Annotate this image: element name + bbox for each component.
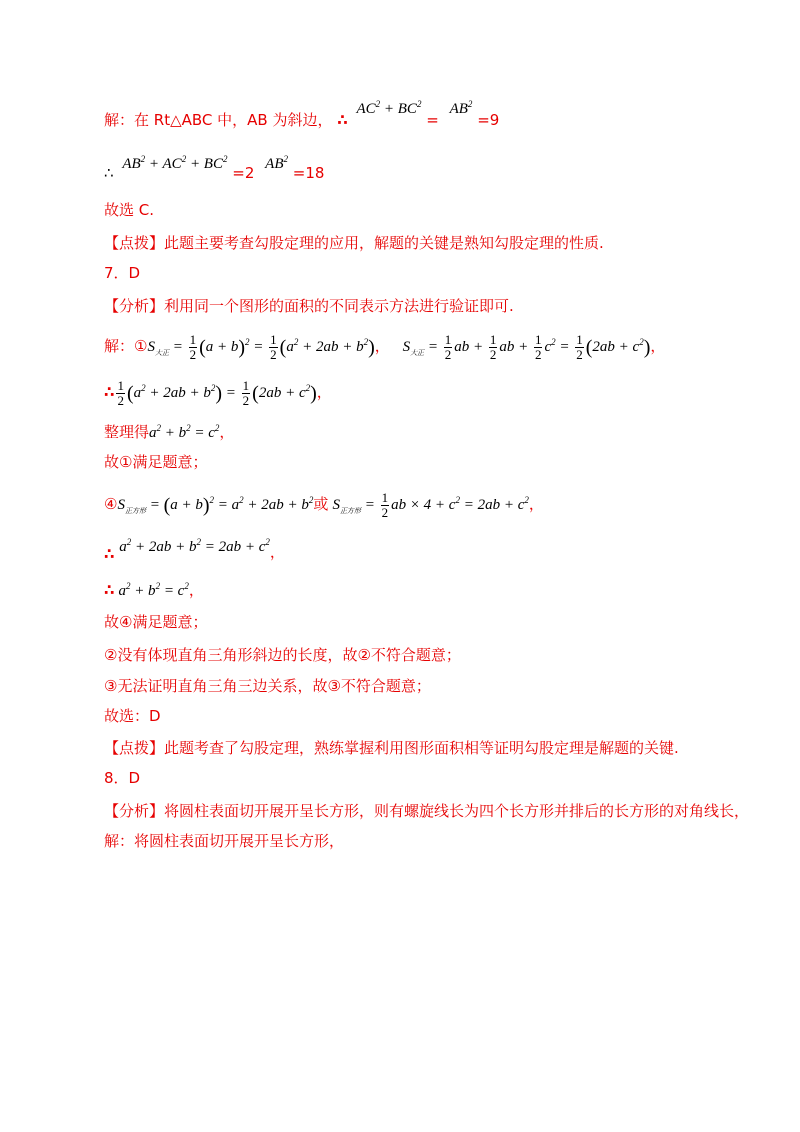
formula-ab2: $AB^2$ (449, 99, 473, 117)
value-18: =18 (292, 164, 325, 182)
conclusion-4: 故④满足题意； (104, 613, 208, 631)
therefore-symbol: ∴ (104, 164, 114, 182)
option-4-prefix: ④ (104, 495, 118, 513)
conclusion-3: ③无法证明直角三角三边关系，故③不符合题意； (104, 677, 431, 695)
question-7-header: 7．D (104, 264, 141, 282)
formula-ab2: $AB^2$ (265, 154, 288, 172)
formula-square-area-2: $S_{大正}$ = $\frac{1}{2}$ ab + $\frac{1}{2}$ ab + $\frac{1}{2}$ $c^2$ = $\frac{1}{2}$ $(2ab + c^2)$ (402, 332, 651, 363)
solution-line-13 (104, 580, 204, 601)
solution-line-11 (104, 488, 544, 522)
therefore-symbol: ∴ (104, 383, 115, 401)
tip-paragraph-6: 【点拨】此题主要考查勾股定理的应用，解题的关键是熟知勾股定理的性质. (104, 234, 604, 252)
formula-ac2-bc2: $AC^2 + BC^2$ (356, 99, 422, 117)
comma: ， (269, 543, 285, 561)
solution-line-8 (104, 376, 332, 410)
conclusion-1: 故①满足题意； (104, 453, 208, 471)
comma: ， (188, 581, 204, 599)
comma: ， (650, 337, 666, 355)
answer-choice-c: 故选 C. (104, 201, 155, 219)
formula-area-4b: $S_{正方形}$ = $\frac{1}{2}$ ab × $4 + c^2 = 2ab + c^2$ (332, 490, 529, 521)
formula-pythagoras: $a^2 + b^2 = c^2$ (118, 581, 189, 599)
answer-choice-d: 故选：D (104, 707, 161, 725)
solution-line-8-start: 解：将圆柱表面切开展开呈长方形， (104, 832, 345, 850)
comma: ， (374, 337, 390, 355)
solution-intro-text: 解：在 Rt△ABC 中，AB 为斜边， (104, 111, 333, 129)
or-word: 或 (313, 495, 329, 513)
equals-two: =2 (232, 164, 255, 182)
tip-paragraph-7: 【点拨】此题考查了勾股定理，熟练掌握利用图形面积相等证明勾股定理是解题的关键. (104, 739, 679, 757)
value-9: =9 (477, 111, 500, 129)
question-8-header: 8．D (104, 769, 141, 787)
comma: ， (316, 383, 332, 401)
comma: ， (528, 495, 544, 513)
solution-line-7 (104, 330, 665, 364)
formula-ab2-ac2-bc2: $AB^2 + AC^2 + BC^2$ (122, 154, 228, 172)
analysis-paragraph-7: 【分析】利用同一个图形的面积的不同表示方法进行验证即可. (104, 297, 514, 315)
formula-area-4a: $S_{正方形} = (a + b)^2 = a^2 + 2ab + b^2$ (117, 494, 314, 517)
solution-line-12 (104, 536, 285, 563)
therefore-symbol: ∴ (337, 111, 348, 129)
therefore-symbol: ∴ (104, 581, 115, 599)
conclusion-2: ②没有体现直角三角形斜边的长度，故②不符合题意； (104, 646, 461, 664)
solution-prefix: 解：① (104, 337, 148, 355)
formula-equal-4: $a^2 + 2ab + b^2 = 2ab + c^2$ (119, 537, 270, 555)
formula-pythagoras: $a^2 + b^2 = c^2$ (149, 423, 220, 441)
formula-square-area-1: $S_{大正}$ = $\frac{1}{2}$ $(a + b)^2$ = $\frac{1}{2}$ $(a^2 + 2ab + b^2)$ (147, 332, 375, 363)
comma: ， (219, 423, 235, 441)
equals-sign: = (426, 111, 439, 129)
therefore-symbol: ∴ (104, 545, 115, 563)
analysis-paragraph-8: 【分析】将圆柱表面切开展开呈长方形，则有螺旋线长为四个长方形并排后的长方形的对角线长， (104, 802, 750, 820)
simplify-prefix: 整理得 (104, 423, 150, 441)
formula-equal-areas: $\frac{1}{2}$ $(a^2 + 2ab + b^2)$ = $\frac{1}{2}$ $(2ab + c^2)$ (117, 378, 317, 409)
solution-line-9 (104, 422, 234, 443)
solution-line-1 (104, 99, 500, 131)
solution-line-2 (104, 154, 325, 184)
